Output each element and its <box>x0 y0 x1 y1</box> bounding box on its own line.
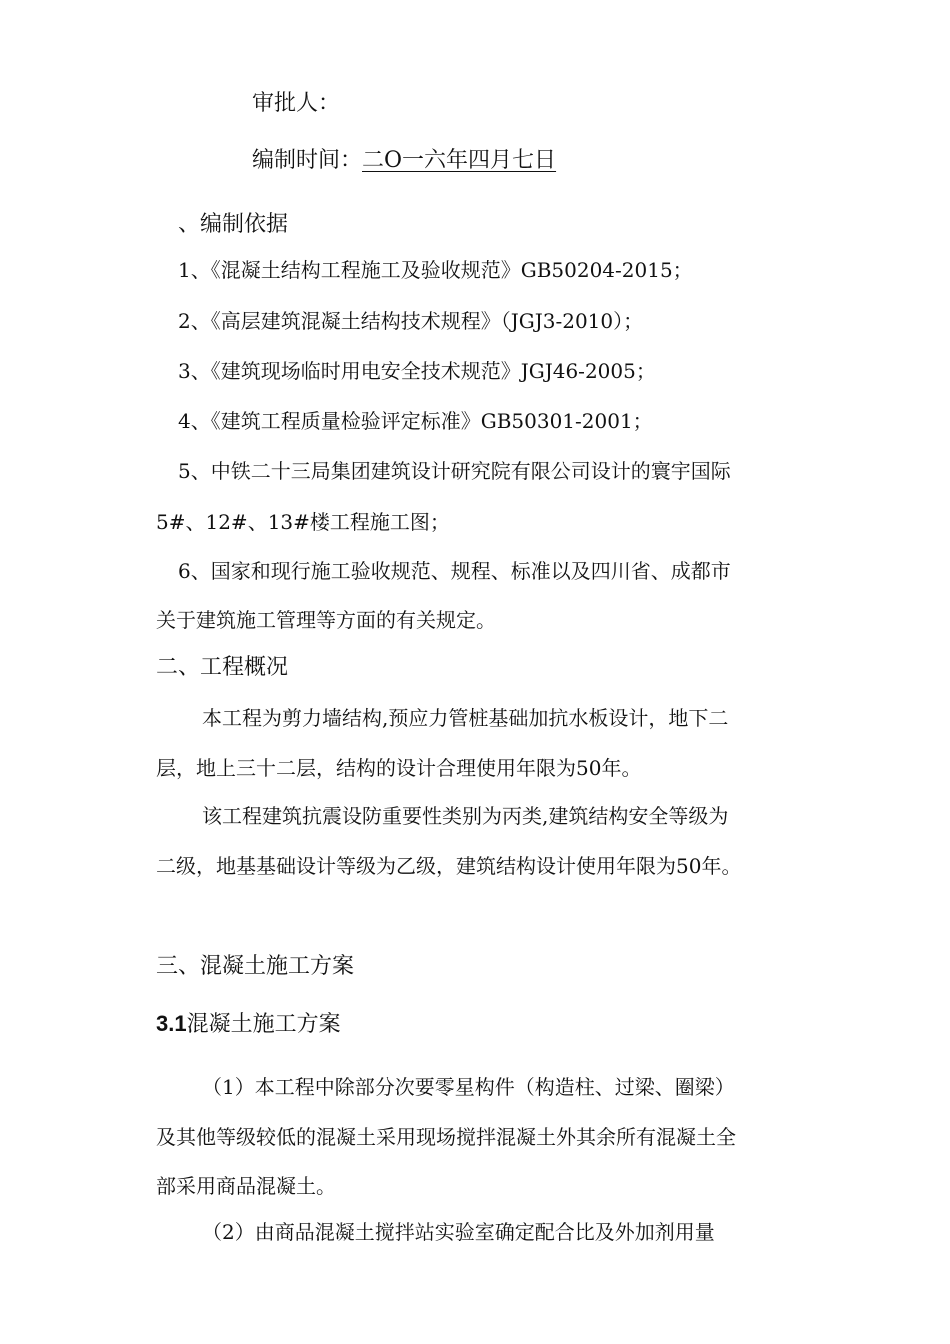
basis-item-3: 3、《建筑现场临时用电安全技术规范》JGJ46-2005； <box>178 359 656 383</box>
section-2-title: 二、工程概况 <box>156 655 289 680</box>
overview-p2-line-1: 该工程建筑抗震设防重要性类别为丙类,建筑结构安全等级为 <box>202 804 729 828</box>
plan-p2-line-1: （2）由商品混凝土搅拌站实验室确定配合比及外加剂用量 <box>202 1220 715 1244</box>
overview-p1-line-1: 本工程为剪力墙结构,预应力管桩基础加抗水板设计，地下二 <box>202 706 729 730</box>
section-3-title: 三、混凝土施工方案 <box>156 954 355 979</box>
basis-item-6-line-1: 6、国家和现行施工验收规范、规程、标准以及四川省、成都市 <box>178 559 731 583</box>
subsection-number: 3.1 <box>156 1011 187 1036</box>
date-value: 二O一六年四月七日 <box>362 148 557 173</box>
plan-p1-line-3: 部采用商品混凝土。 <box>156 1174 336 1198</box>
basis-item-6-line-2: 关于建筑施工管理等方面的有关规定。 <box>156 608 496 632</box>
overview-p2-line-2: 二级，地基基础设计等级为乙级，建筑结构设计使用年限为50年。 <box>156 854 742 878</box>
approver-label: 审批人： <box>252 91 341 116</box>
date-label: 编制时间： <box>252 148 363 173</box>
plan-p1-line-1: （1）本工程中除部分次要零星构件（构造柱、过梁、圈梁） <box>202 1075 735 1099</box>
section-1-title: 、编制依据 <box>178 212 289 237</box>
basis-item-1: 1、《混凝土结构工程施工及验收规范》GB50204-2015； <box>178 258 693 282</box>
overview-p1-line-2: 层，地上三十二层，结构的设计合理使用年限为50年。 <box>156 756 642 780</box>
basis-item-2: 2、《高层建筑混凝土结构技术规程》（JGJ3-2010）； <box>178 309 644 333</box>
subsection-3-1-heading <box>156 1013 341 1036</box>
plan-p1-line-2: 及其他等级较低的混凝土采用现场搅拌混凝土外其余所有混凝土全 <box>156 1125 736 1149</box>
subsection-title: 混凝土施工方案 <box>186 1012 341 1037</box>
date-row <box>252 150 556 172</box>
basis-item-5-line-2: 5#、12#、13#楼工程施工图； <box>156 510 450 534</box>
basis-item-5-line-1: 5、中铁二十三局集团建筑设计研究院有限公司设计的寰宇国际 <box>178 459 731 483</box>
basis-item-4: 4、《建筑工程质量检验评定标准》GB50301-2001； <box>178 409 653 433</box>
